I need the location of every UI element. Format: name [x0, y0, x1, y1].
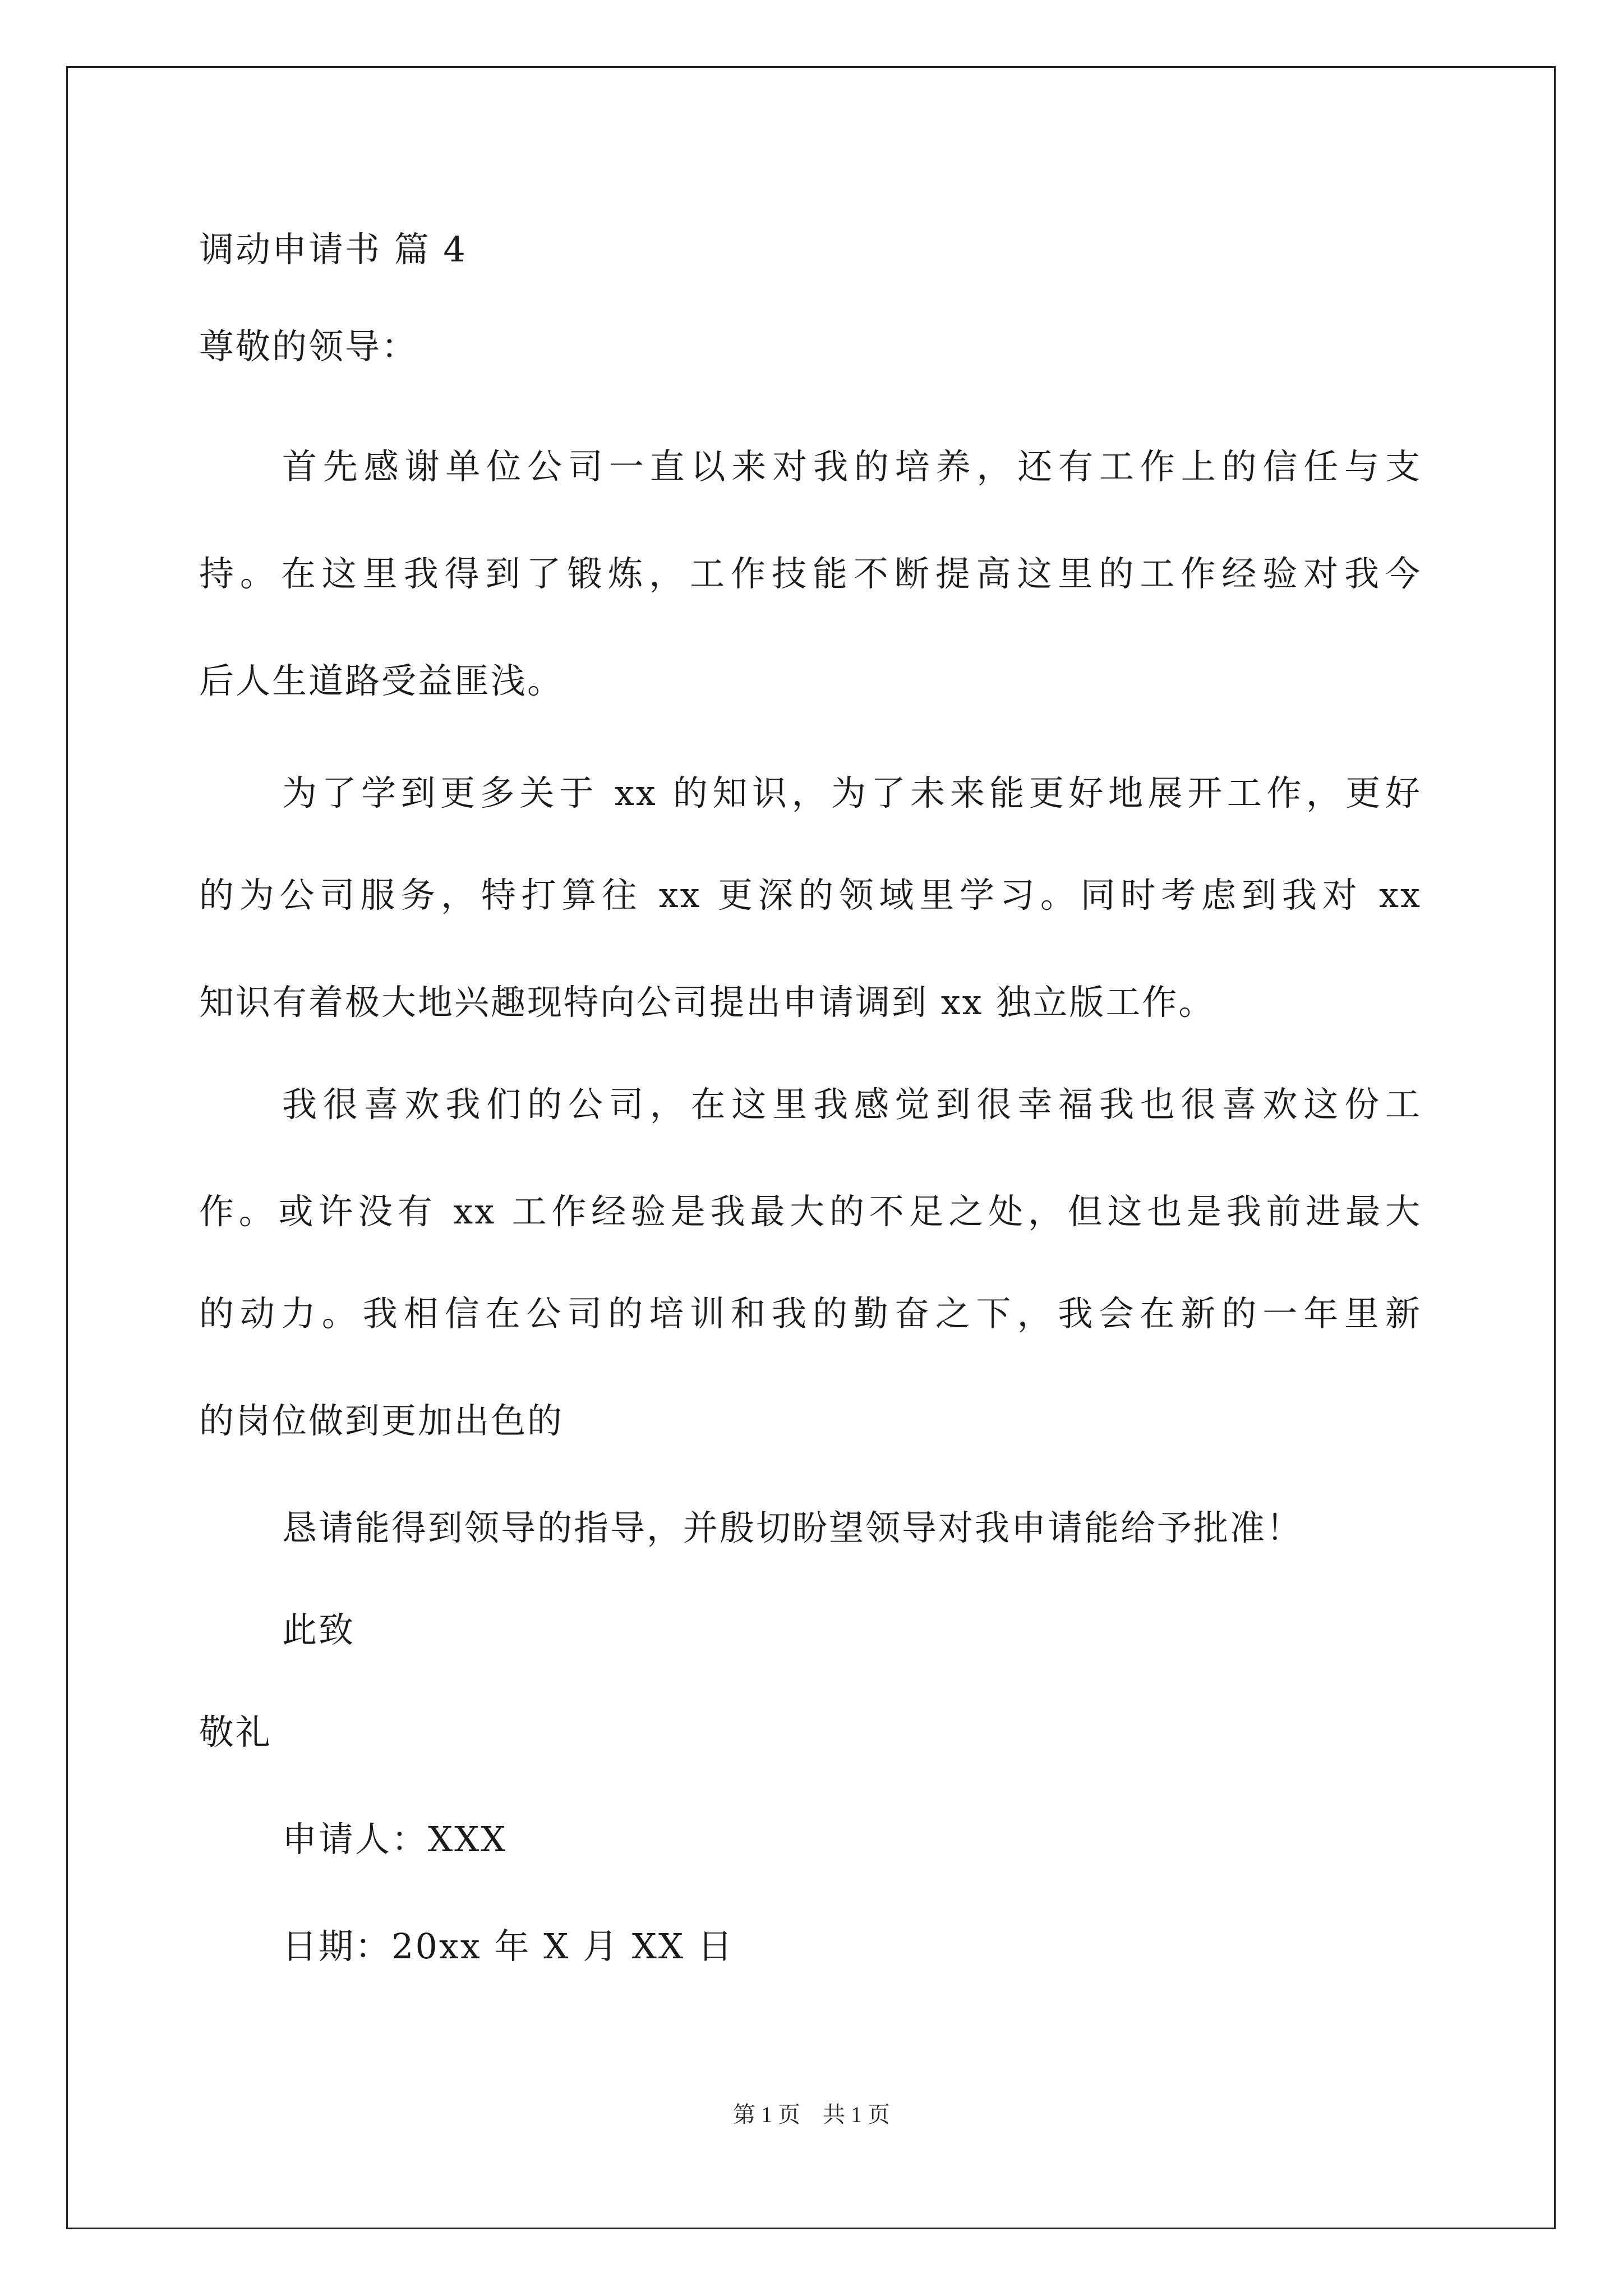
paragraph-1-line-2: 持。在这里我得到了锻炼，工作技能不断提高这里的工作经验对我今	[199, 553, 1422, 594]
document-title: 调动申请书 篇 4	[199, 229, 467, 270]
closing-cizhi: 此致	[282, 1609, 356, 1650]
applicant-line: 申请人：XXX	[282, 1819, 508, 1860]
paragraph-2-line-2: 的为公司服务，特打算往 xx 更深的领域里学习。同时考虑到我对 xx	[199, 875, 1422, 915]
paragraph-3-line-2: 作。或许没有 xx 工作经验是我最大的不足之处，但这也是我前进最大	[199, 1191, 1422, 1232]
paragraph-4: 恳请能得到领导的指导，并殷切盼望领导对我申请能给予批准！	[282, 1507, 1303, 1548]
paragraph-3-line-4: 的岗位做到更加出色的	[199, 1400, 564, 1441]
salutation: 尊敬的领导：	[199, 326, 418, 367]
page-border	[66, 66, 1556, 2229]
page-footer: 第 1 页 共 1 页	[733, 2102, 890, 2127]
paragraph-2-line-3: 知识有着极大地兴趣现特向公司提出申请调到 xx 独立版工作。	[199, 982, 1215, 1023]
paragraph-3-line-1: 我很喜欢我们的公司，在这里我感觉到很幸福我也很喜欢这份工	[282, 1084, 1422, 1125]
paragraph-2-line-1: 为了学到更多关于 xx 的知识，为了未来能更好地展开工作，更好	[282, 772, 1422, 813]
paragraph-3-line-3: 的动力。我相信在公司的培训和我的勤奋之下，我会在新的一年里新	[199, 1293, 1422, 1334]
paragraph-1-line-1: 首先感谢单位公司一直以来对我的培养，还有工作上的信任与支	[282, 446, 1422, 487]
date-line: 日期：20xx 年 X 月 XX 日	[282, 1926, 734, 1967]
paragraph-1-line-3: 后人生道路受益匪浅。	[199, 660, 564, 701]
closing-jingli: 敬礼	[199, 1711, 273, 1752]
